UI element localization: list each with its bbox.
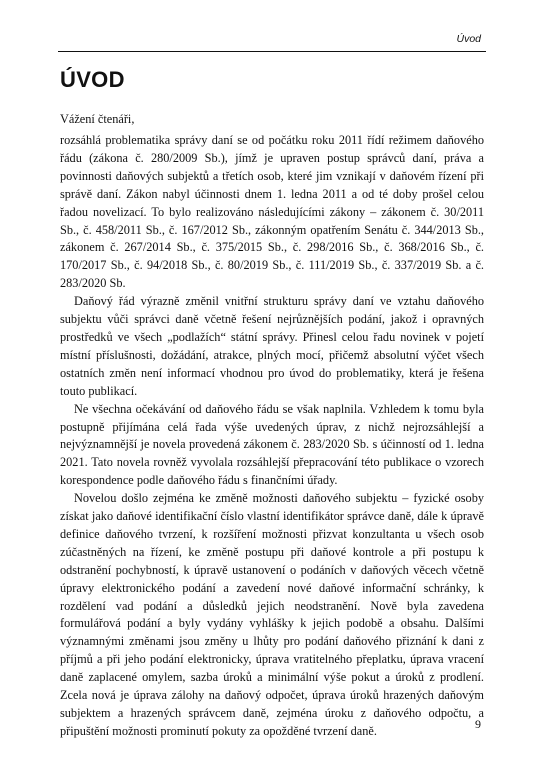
salutation: Vážení čtenáři, [60, 112, 135, 126]
running-head: Úvod [456, 33, 481, 45]
paragraph: Ne všechna očekávání od daňového řádu se však naplnila. Vzhledem k tomu byla postupně přijímána celá řada výše uvedených úprav, z nichž nejrozsáhlejší a nejvýznamnější je novela provedená zákonem č. 283/2020 Sb. s účinností od 1. ledna 2021. Tato novela rovněž vyvolala rozsáhlejší přepracování této publikace o vzorech korespondence podle daňového řádu s finančními úřady. [60, 401, 484, 488]
body-text [60, 132, 484, 741]
paragraph: rozsáhlá problematika správy daní se od počátku roku 2011 řídí režimem daňového řádu (zákona č. 280/2009 Sb.), jímž je upraven postup správců daní, práva a povinnosti daňových subjektů a třetích osob, které jim vznikají v daňovém řízení při správě daní. Zákon nabyl účinnosti dnem 1. ledna 2011 a od té doby prošel celou řadou novelizací. To bylo realizováno následujícími zákony – zákonem č. 30/2011 Sb., č. 458/2011 Sb., č. 167/2012 Sb., zákonným opatřením Senátu č. 344/2013 Sb., zákonem č. 267/2014 Sb., č. 375/2015 Sb., č. 298/2016 Sb., č. 368/2016 Sb., č. 170/2017 Sb., č. 94/2018 Sb., č. 80/2019 Sb., č. 111/2019 Sb., č. 337/2019 Sb. a č. 283/2020 Sb. [60, 133, 484, 291]
page-number: 9 [475, 717, 481, 731]
header-rule [58, 51, 486, 52]
paragraph: Novelou došlo zejména ke změně možnosti daňového subjektu – fyzické osoby získat jako daňové identifikační číslo vlastní identifikátor správce daně, dále k úpravě definice daňového tvrzení, k rozšíření možnosti přizvat konzultanta u všech osob zúčastněných na řízení, ke změně postupu při daňové kontrole a při postupu k odstranění pochybností, k úpravě ustanovení o podáních v daňových věcech včetně úpravy elektronického podání a zavedení nové daňové informační schránky, k rozdělení vad podání a důsledků jejich neodstranění. Nově byla zavedena formulářová podání a byly vydány vyhlášky k jejich podobě a obsahu. Dalšími významnými změnami jsou změny u lhůty pro podání daňového přiznání k dani z příjmů a při jeho podání elektronicky, úprava vratitelného přeplatku, úprava vracení daně zaplacené omylem, sazba úroků a minimální výše pokut a úroků z prodlení. Zcela nová je úprava zálohy na daňový odpočet, úprava úroků hrazených daňovým subjektem a hrazených správcem daně, zejména úroku z daňového odpočtu, a připuštění možnosti prominutí pokuty za opožděné tvrzení daně. [60, 491, 484, 738]
chapter-title: ÚVOD [60, 67, 125, 92]
paragraph: Daňový řád výrazně změnil vnitřní strukturu správy daní ve vztahu daňového subjektu vůči správci daně včetně řešení nejrůznějších podání, jakož i opravných prostředků ve všech „podlažích“ státní správy. Přinesl celou řadu novinek v pojetí místní příslušnosti, dožádání, atrakce, plných mocí, přičemž absolutní výčet všech ostatních změn není informací vhodnou pro úvod do problematiky, která je řešena touto publikací. [60, 294, 484, 398]
